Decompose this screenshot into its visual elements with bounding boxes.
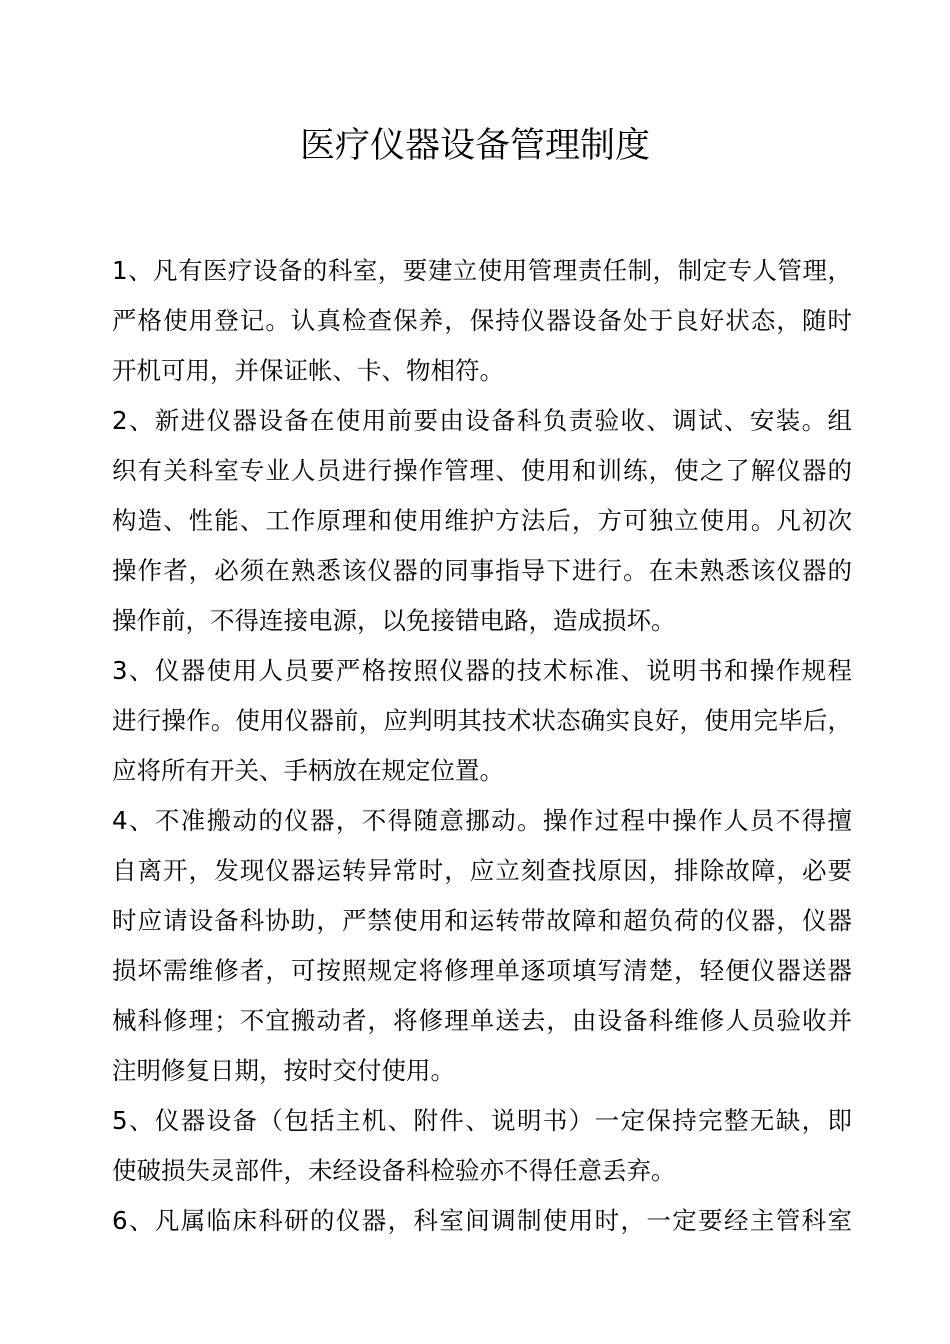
text-line: 注明修复日期，按时交付使用。	[112, 1056, 455, 1085]
text-line: 2、新进仪器设备在使用前要由设备科负责验收、调试、安装。组	[112, 406, 852, 435]
document-body	[112, 246, 852, 1246]
text-line: 织有关科室专业人员进行操作管理、使用和训练，使之了解仪器的	[112, 456, 852, 485]
document-title: 医疗仪器设备管理制度	[299, 126, 650, 166]
text-line: 1、凡有医疗设备的科室，要建立使用管理责任制，制定专人管理，	[112, 256, 852, 285]
text-line: 损坏需维修者，可按照规定将修理单逐项填写清楚，轻便仪器送器	[112, 956, 852, 985]
text-line: 械科修理；不宜搬动者，将修理单送去，由设备科维修人员验收并	[112, 1006, 852, 1035]
text-line: 操作者，必须在熟悉该仪器的同事指导下进行。在未熟悉该仪器的	[112, 556, 852, 585]
text-line: 构造、性能、工作原理和使用维护方法后，方可独立使用。凡初次	[112, 506, 852, 535]
text-line: 严格使用登记。认真检查保养，保持仪器设备处于良好状态，随时	[112, 306, 852, 335]
text-line: 6、凡属临床科研的仪器，科室间调制使用时，一定要经主管科室	[112, 1206, 852, 1235]
text-line: 3、仪器使用人员要严格按照仪器的技术标准、说明书和操作规程	[112, 656, 852, 685]
text-line: 进行操作。使用仪器前，应判明其技术状态确实良好，使用完毕后，	[112, 706, 852, 735]
text-line: 使破损失灵部件，未经设备科检验亦不得任意丢弃。	[112, 1156, 676, 1185]
text-line: 开机可用，并保证帐、卡、物相符。	[112, 356, 504, 385]
text-line: 时应请设备科协助，严禁使用和运转带故障和超负荷的仪器，仪器	[112, 906, 852, 935]
text-line: 5、仪器设备（包括主机、附件、说明书）一定保持完整无缺，即	[112, 1106, 852, 1135]
text-line: 操作前，不得连接电源，以免接错电路，造成损坏。	[112, 606, 676, 635]
text-line: 应将所有开关、手柄放在规定位置。	[112, 756, 504, 785]
text-line: 自离开，发现仪器运转异常时，应立刻查找原因，排除故障，必要	[112, 856, 852, 885]
text-line: 4、不准搬动的仪器，不得随意挪动。操作过程中操作人员不得擅	[112, 806, 852, 835]
